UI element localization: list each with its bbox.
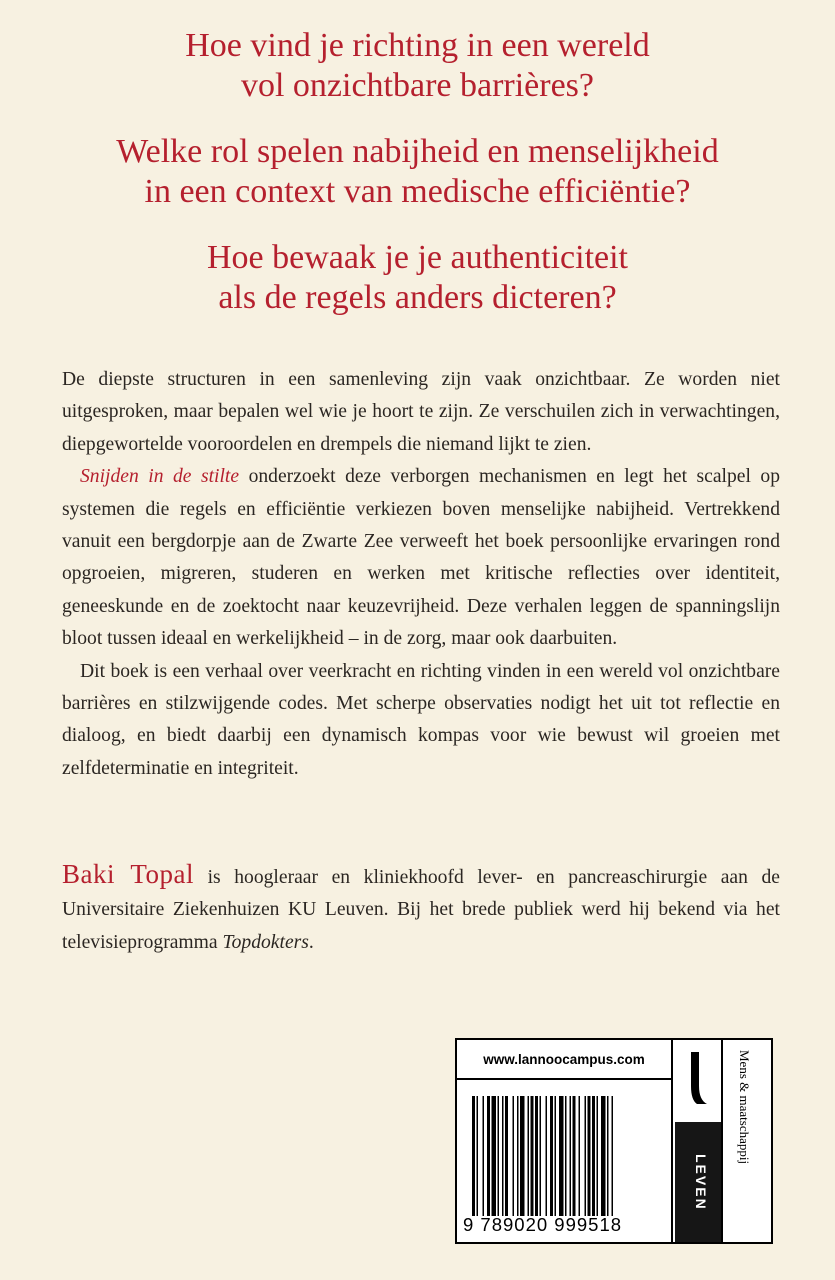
book-title: Snijden in de stilte	[80, 466, 240, 488]
category-label: Mens & maatschappij	[737, 1050, 752, 1165]
category-column	[721, 1040, 771, 1242]
questions-block	[0, 26, 835, 344]
author-name: Baki Topal	[62, 859, 195, 889]
tv-show-title: Topdokters	[222, 931, 309, 953]
author-bio-text: is hoogleraar en kliniekhoofd lever- en pancreaschirurgie aan de Universitaire Ziekenhuizen KU Leuven. Bij het brede publiek werd hij bekend via het televisieprogramma	[62, 867, 780, 953]
publisher-url: www.lannoocampus.com	[457, 1040, 671, 1080]
blurb-paragraph-3: Dit boek is een verhaal over veerkracht en richting vinden in een wereld vol onzichtbare barrières en stilzwijgende codes. Met scherpe observaties nodigt het uit tot reflectie en dialoog, en biedt daarbij een dynamisch kompas voor wie bewust wil groeien met zelfdeterminatie en integriteit.	[62, 660, 780, 779]
spine-tab	[671, 1040, 721, 1242]
question-1: Hoe vind je richting in een wereld vol onzichtbare barrières?	[185, 27, 650, 104]
barcode-bars	[472, 1096, 652, 1216]
question-2: Welke rol spelen nabijheid en menselijkheid in een context van medische efficiëntie?	[116, 133, 719, 210]
question-3: Hoe bewaak je je authenticiteit als de regels anders dicteren?	[206, 239, 629, 316]
blurb-text	[62, 364, 780, 785]
isbn-number: 9 789020 999518	[463, 1214, 623, 1235]
author-bio-end: .	[308, 931, 314, 953]
blurb-paragraph-2	[62, 461, 780, 655]
blurb-paragraph-1: De diepste structuren in een samenleving zijn vaak onzichtbaar. Ze worden niet uitgesproken, maar bepalen wel wie je hoort te zijn. Ze verschuilen zich in verwachtingen, diepgewortelde vooroordelen en drempels die niemand lijkt te zien.	[62, 369, 780, 455]
barcode-box	[455, 1038, 773, 1244]
blurb-paragraph-2-text: onderzoekt deze verborgen mechanismen en legt het scalpel op systemen die regels en efficiëntie verkiezen boven menselijke nabijheid. Vertrekkend vanuit een bergdorpje aan de Zwarte Zee verweeft het boek persoonlijke ervaringen rond opgroeien, migreren, studeren en werken met kritische reflecties over identiteit, geneeskunde en de zoektocht naar keuzevrijheid. Deze verhalen leggen de spanningslijn bloot tussen ideaal en werkelijkheid – in de zorg, maar ook daarbuiten.	[62, 466, 780, 650]
genre-label: LEVEN	[693, 1153, 709, 1211]
author-bio	[62, 858, 780, 959]
publisher-logo-icon	[685, 1048, 709, 1108]
